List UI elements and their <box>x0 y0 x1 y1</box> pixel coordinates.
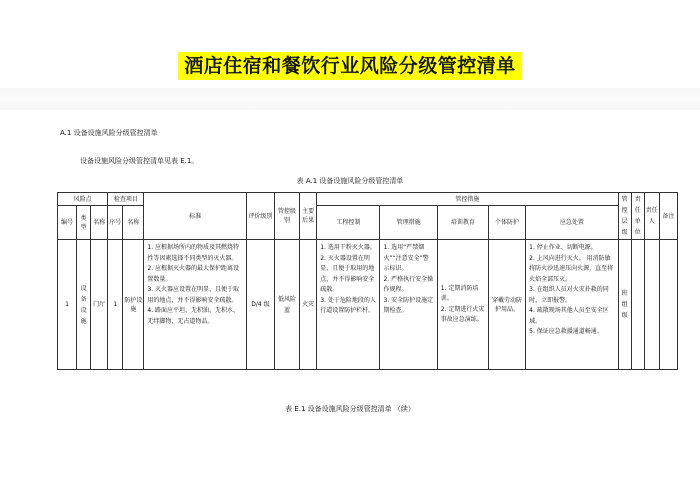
cell-training <box>437 240 488 370</box>
header-management: 管理措施 <box>380 206 437 240</box>
header-ppe: 个体防护 <box>488 206 525 240</box>
cell-management <box>380 240 437 370</box>
standard-line: 4. 路面应平坦、无积油、无积水、无绊脚物，无占道物品。 <box>147 307 240 325</box>
management-line: 1. 选用“严禁烟火”“注意安全”警示标识。 <box>383 244 429 272</box>
cell-seq: 1 <box>108 240 123 370</box>
header-row-1 <box>58 193 678 206</box>
cell-control-level: 低风险 蓝 <box>275 240 300 370</box>
header-resp-unit: 责任单位 <box>631 193 644 240</box>
header-resp-person: 责任人 <box>644 193 659 240</box>
training-line: 1. 定期消防培训。 <box>440 284 479 302</box>
header-training: 培训教育 <box>437 206 488 240</box>
emergency-line: 5. 保证应急救援通道畅通。 <box>529 328 603 335</box>
header-check-item: 检查项目 <box>108 193 144 206</box>
document-title: 酒店住宿和餐饮行业风险分级管控清单 <box>178 52 522 80</box>
header-name: 名称 <box>91 206 108 240</box>
header-type: 类型 <box>77 206 91 240</box>
header-measures: 管控措施 <box>317 193 618 206</box>
cell-ppe: 穿戴劳动防护用品。 <box>488 240 525 370</box>
header-emergency: 应急处置 <box>526 206 618 240</box>
cell-remark <box>659 240 677 370</box>
cell-no: 1 <box>58 240 77 370</box>
header-engineering: 工程控制 <box>317 206 380 240</box>
cell-resp-unit <box>631 240 644 370</box>
cell-name: 门厅 <box>91 240 108 370</box>
emergency-line: 3. 在组织人员对火灾扑救的同时，立即报警。 <box>529 286 609 304</box>
table-row <box>58 240 678 370</box>
cell-standard <box>144 240 246 370</box>
header-seq: 序号 <box>108 206 123 240</box>
blurred-band <box>0 88 700 110</box>
cell-item-name: 防护设施 <box>123 240 144 370</box>
emergency-line: 1. 停止作业、切断电源。 <box>529 244 597 251</box>
header-item-name: 名称 <box>123 206 144 240</box>
engineering-line: 3. 处于危险地段的人行道设置防护栏杆。 <box>320 296 376 314</box>
emergency-line: 4. 疏散现场其他人员至安全区域。 <box>529 307 609 325</box>
standard-line: 3. 灭火器应设置在明显、且便于取用的地点，并不得影响安全疏散。 <box>147 286 240 304</box>
engineering-line: 2. 灭火器设置在明显、且便于取用的地点，并不得影响安全疏散。 <box>320 254 375 293</box>
header-remark: 备注 <box>659 193 677 240</box>
title-wrap <box>0 52 700 80</box>
standard-line: 2. 应根据灭火器的最大保护距离设置数量。 <box>147 265 240 283</box>
cell-emergency <box>526 240 618 370</box>
risk-control-table <box>57 192 678 370</box>
header-main-consequence: 主要后果 <box>300 193 317 240</box>
intro-text: 设备设施风险分级管控清单见表 E.1。 <box>80 157 199 165</box>
header-control-tier: 管控层级 <box>618 193 631 240</box>
header-standard: 标准 <box>144 193 246 240</box>
cell-resp-person <box>644 240 659 370</box>
section-heading: A.1 设备设施风险分级管控清单 <box>60 129 158 137</box>
header-no: 编号 <box>58 206 77 240</box>
cell-control-tier: 班组级 <box>618 240 631 370</box>
header-control-level: 管控级别 <box>275 193 300 240</box>
cell-main-consequence: 火灾 <box>300 240 317 370</box>
standard-line: 1. 应根据场所内的物质及其燃烧特性等因素选择不同类型的灭火器。 <box>147 244 240 262</box>
continued-caption: 表 E.1 设备设施风险分级管控清单 （续） <box>285 405 415 413</box>
header-risk-point: 风险点 <box>58 193 108 206</box>
training-line: 2. 定期进行火灾事故应急演练。 <box>440 305 485 323</box>
table-caption: 表 A.1 设备设施风险分级管控清单 <box>296 177 404 185</box>
emergency-line: 2. 上风向进行灭火。 用消防敏将防火沙迅速压向火源，直至将火焰全部压灭。 <box>529 254 614 283</box>
engineering-line: 1. 选用干粉灭火器。 <box>320 244 376 251</box>
management-line: 3. 安全防护设施定期检查。 <box>383 296 434 314</box>
management-line: 2. 严格执行安全操作规程。 <box>383 275 434 293</box>
cell-engineering <box>317 240 380 370</box>
cell-type: 设备设施 <box>77 240 91 370</box>
cell-eval-level: D/4 级 <box>246 240 274 370</box>
header-eval-level: 评价级别 <box>246 193 274 240</box>
